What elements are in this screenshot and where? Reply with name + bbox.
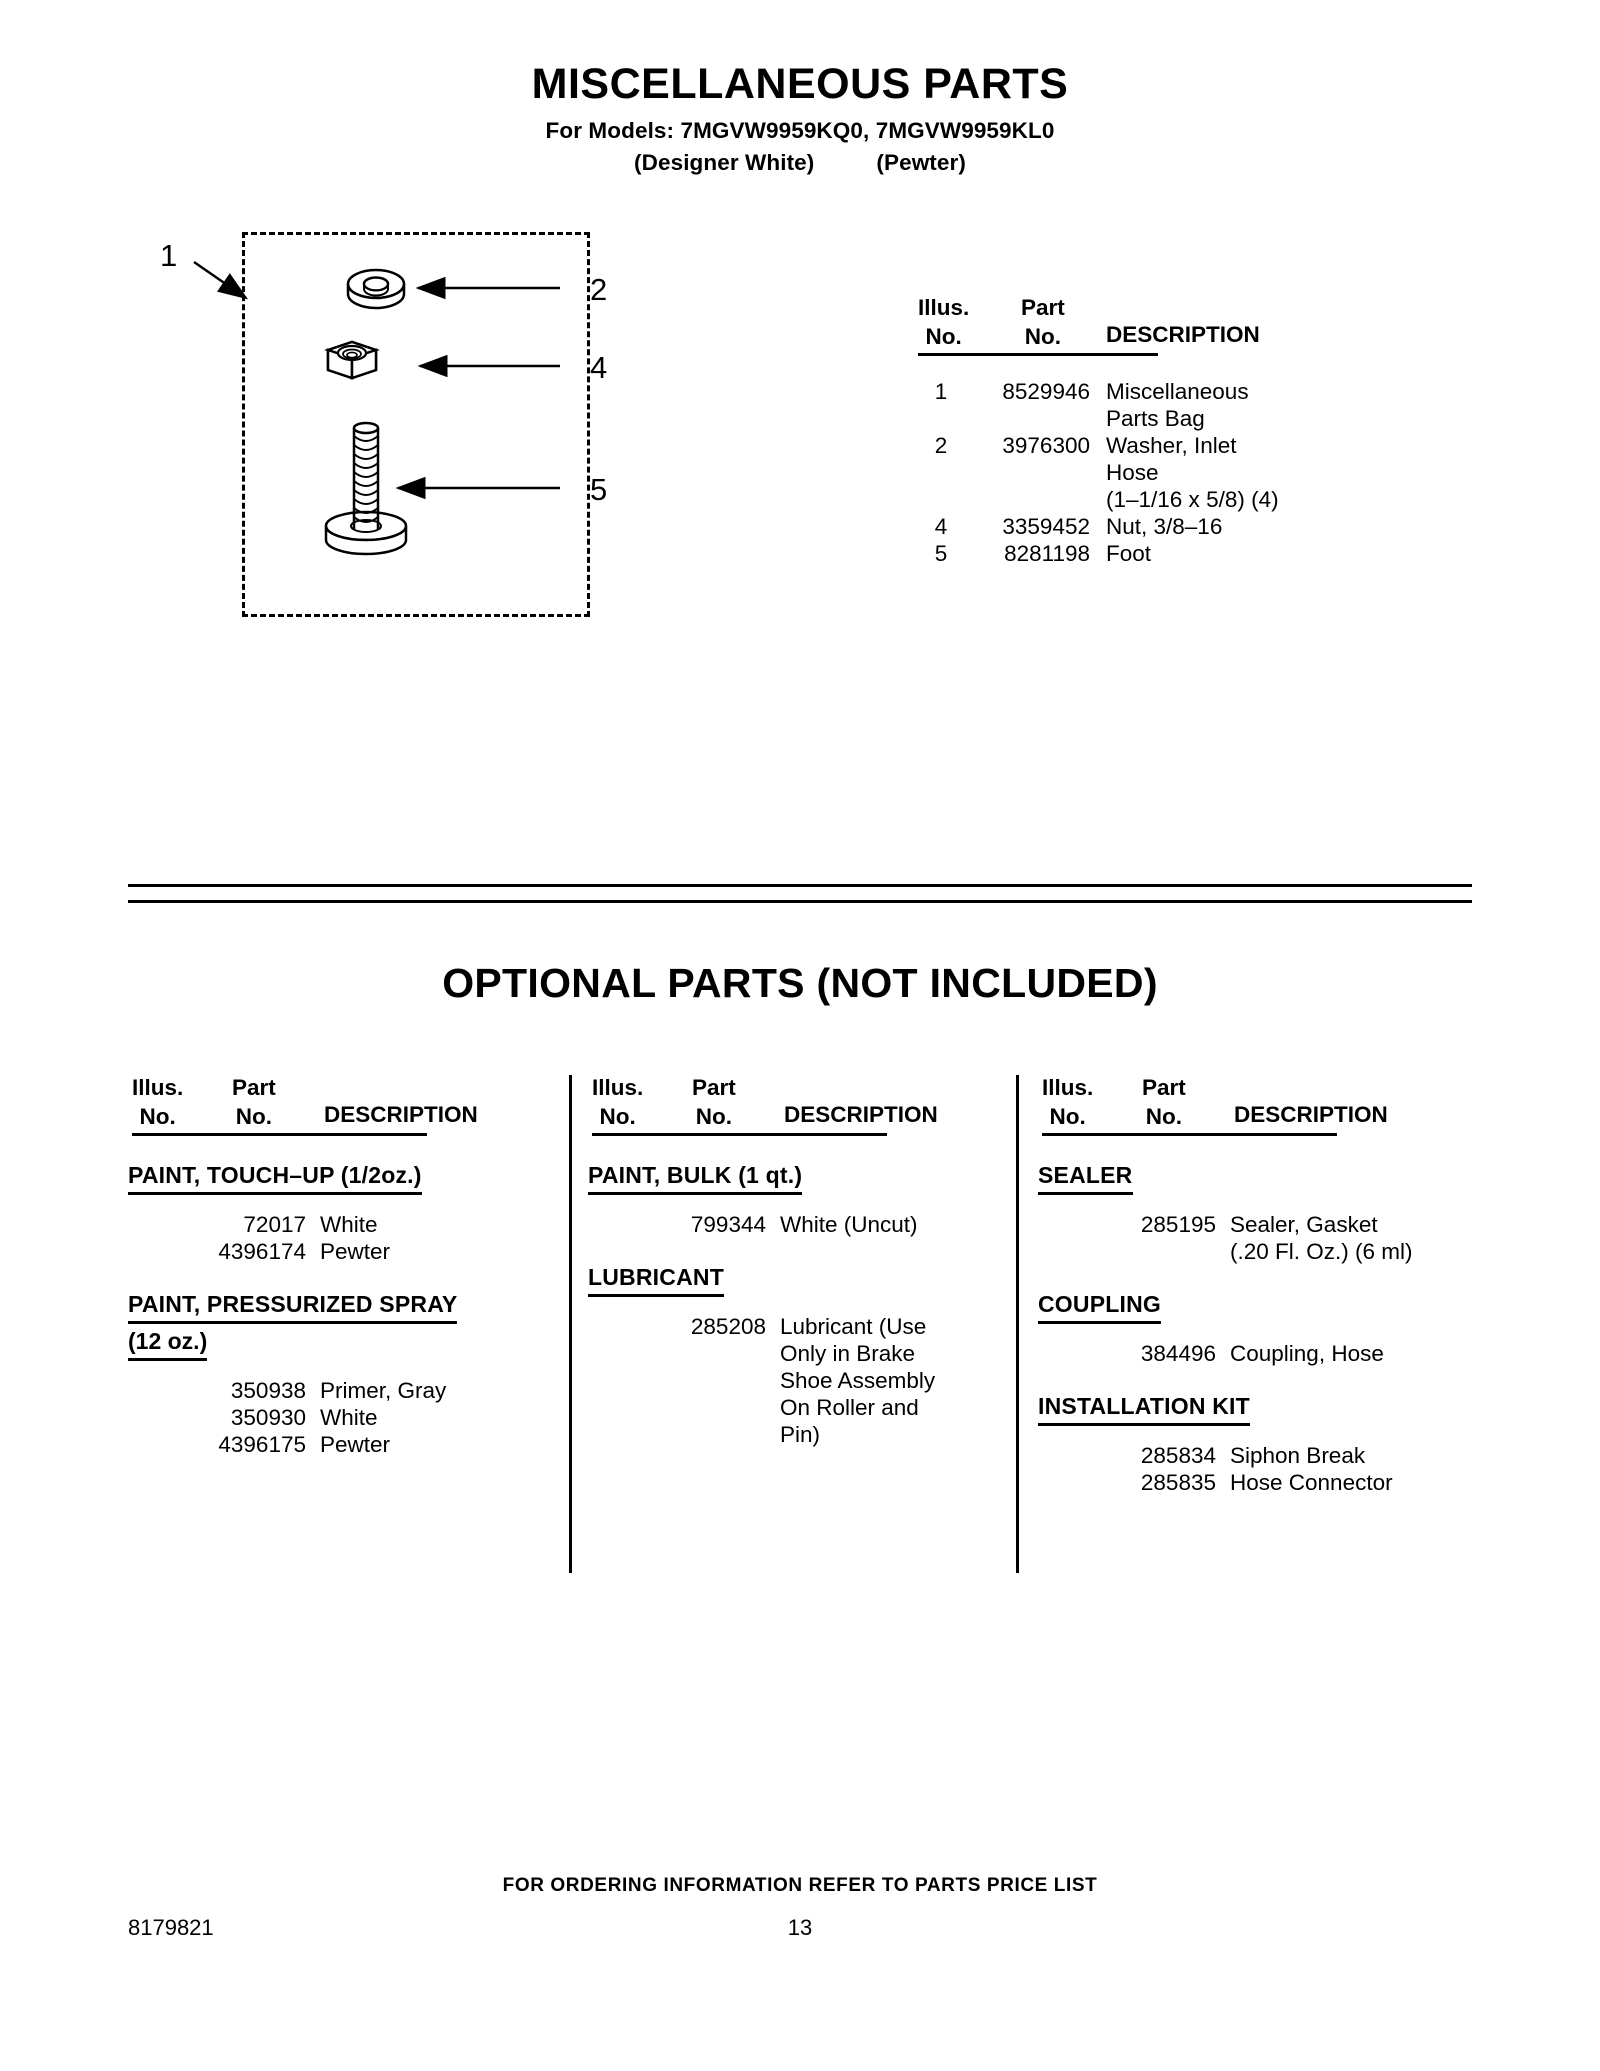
cell-part-no: 285208 — [690, 1314, 766, 1339]
column-divider-2 — [1016, 1075, 1019, 1573]
group-title: PAINT, BULK (1 qt.) — [588, 1162, 802, 1195]
table-row — [1038, 1442, 1462, 1469]
header-line: No. — [1049, 1104, 1086, 1129]
table-row — [128, 1238, 552, 1265]
cell-description — [1106, 513, 1338, 540]
column-header-illus-no — [592, 1075, 643, 1130]
description-line: White — [320, 1212, 378, 1237]
description-line: Sealer, Gasket — [1230, 1212, 1378, 1237]
document-number: 8179821 — [128, 1915, 214, 1940]
group-title: PAINT, PRESSURIZED SPRAY — [128, 1291, 457, 1324]
cell-description — [780, 1211, 1012, 1238]
color-pewter: (Pewter) — [876, 150, 966, 176]
column-header-illus-no — [1042, 1075, 1093, 1130]
description-line: Miscellaneous — [1106, 379, 1249, 404]
column-header-description: DESCRIPTION — [324, 1102, 478, 1127]
cell-description — [320, 1211, 552, 1238]
description-line: Pin) — [780, 1422, 821, 1447]
optional-group — [128, 1291, 552, 1458]
optional-group-rows — [1038, 1211, 1462, 1265]
cell-description — [320, 1377, 552, 1404]
cell-part-no: 8529946 — [1002, 379, 1090, 404]
cell-part-no: 384496 — [1140, 1341, 1216, 1366]
group-title: SEALER — [1038, 1162, 1133, 1195]
cell-part-no: 285835 — [1140, 1470, 1216, 1495]
optional-group — [128, 1162, 552, 1265]
table-row — [1038, 1211, 1462, 1265]
color-designer-white: (Designer White) — [634, 150, 815, 176]
hex-nut-icon — [328, 342, 376, 378]
cell-description — [320, 1238, 552, 1265]
cell-description — [320, 1431, 552, 1458]
table-row — [918, 540, 1338, 567]
leveling-foot-icon — [326, 423, 406, 554]
cell-description — [1230, 1442, 1462, 1469]
header-line: Part — [232, 1075, 276, 1100]
header-line: Illus. — [132, 1075, 184, 1100]
optional-group-rows — [1038, 1442, 1462, 1496]
optional-column-header — [1038, 1075, 1462, 1131]
header-line: No. — [599, 1104, 636, 1129]
cell-illus-no: 1 — [934, 379, 948, 404]
column-header-illus-no: Illus. No. — [918, 295, 970, 349]
cell-illus-no: 5 — [934, 541, 948, 566]
column-header-part-no — [232, 1075, 276, 1130]
cell-description — [1106, 378, 1338, 432]
table-row — [1038, 1469, 1462, 1496]
optional-column-2 — [588, 1075, 1012, 1448]
optional-group-rows — [1038, 1340, 1462, 1367]
ordering-information-note: FOR ORDERING INFORMATION REFER TO PARTS PRICE LIST — [502, 1875, 1098, 1896]
header-line: No. — [695, 1104, 733, 1129]
description-line: Pewter — [320, 1239, 391, 1264]
table-row — [918, 378, 1338, 432]
section-divider-top — [128, 884, 1472, 887]
colors-line — [0, 150, 1600, 176]
description-line: Washer, Inlet — [1106, 433, 1237, 458]
header-line: Illus. — [1042, 1075, 1094, 1100]
header-line: Part — [692, 1075, 736, 1100]
table-row — [588, 1313, 1012, 1448]
cell-illus-no: 2 — [934, 433, 948, 458]
optional-column-1 — [128, 1075, 552, 1458]
cell-description — [780, 1313, 1012, 1448]
page-title: MISCELLANEOUS PARTS — [531, 60, 1069, 108]
table-row — [918, 432, 1338, 513]
callout-number-4: 4 — [590, 350, 608, 385]
parts-illustration — [150, 200, 710, 650]
optional-group — [588, 1162, 1012, 1238]
description-line: Lubricant (Use — [780, 1314, 927, 1339]
description-line: Pewter — [320, 1432, 391, 1457]
optional-column-rule — [592, 1133, 887, 1136]
description-line: White — [320, 1405, 378, 1430]
cell-part-no: 350930 — [230, 1405, 306, 1430]
cell-part-no: 285195 — [1140, 1212, 1216, 1237]
cell-part-no: 285834 — [1140, 1443, 1216, 1468]
description-line: Shoe Assembly — [780, 1368, 936, 1393]
cell-part-no: 350938 — [230, 1378, 306, 1403]
parts-table-rule — [918, 353, 1158, 356]
leader-line-1 — [194, 262, 246, 298]
column-header-illus-no — [132, 1075, 183, 1130]
optional-group — [588, 1264, 1012, 1448]
table-row — [918, 513, 1338, 540]
optional-group — [1038, 1393, 1462, 1496]
cell-part-no: 72017 — [243, 1212, 306, 1237]
optional-parts-columns — [128, 1075, 1472, 1595]
description-line: On Roller and — [780, 1395, 919, 1420]
callout-number-5: 5 — [590, 472, 608, 507]
table-row — [128, 1211, 552, 1238]
description-line: Parts Bag — [1106, 406, 1205, 431]
description-line: Only in Brake — [780, 1341, 916, 1366]
table-row — [1038, 1340, 1462, 1367]
table-row — [588, 1211, 1012, 1238]
cell-part-no: 4396175 — [218, 1432, 306, 1457]
description-line: Foot — [1106, 541, 1152, 566]
page-number: 13 — [787, 1915, 813, 1940]
cell-description — [1106, 540, 1338, 567]
table-row — [128, 1377, 552, 1404]
table-row — [128, 1431, 552, 1458]
column-header-part-no — [1142, 1075, 1186, 1130]
optional-group-rows — [128, 1211, 552, 1265]
description-line: (.20 Fl. Oz.) (6 ml) — [1230, 1239, 1413, 1264]
optional-column-header — [128, 1075, 552, 1131]
group-title-line2: (12 oz.) — [128, 1328, 207, 1361]
optional-column-header — [588, 1075, 1012, 1131]
optional-column-3 — [1038, 1075, 1462, 1496]
description-line: Hose — [1106, 460, 1159, 485]
description-line: Primer, Gray — [320, 1378, 447, 1403]
header-line: No. — [139, 1104, 176, 1129]
cell-part-no: 4396174 — [218, 1239, 306, 1264]
optional-group — [1038, 1291, 1462, 1367]
column-header-description: DESCRIPTION — [1106, 322, 1260, 347]
header-line: Part — [1142, 1075, 1186, 1100]
header-line: No. — [1145, 1104, 1183, 1129]
optional-column-rule — [132, 1133, 427, 1136]
table-row — [128, 1404, 552, 1431]
section-divider-bottom — [128, 900, 1472, 903]
description-line: Hose Connector — [1230, 1470, 1393, 1495]
optional-group — [1038, 1162, 1462, 1265]
column-divider-1 — [569, 1075, 572, 1573]
description-line: White (Uncut) — [780, 1212, 918, 1237]
group-title: COUPLING — [1038, 1291, 1161, 1324]
optional-column-rule — [1042, 1133, 1337, 1136]
group-title: INSTALLATION KIT — [1038, 1393, 1250, 1426]
miscellaneous-parts-table — [918, 295, 1338, 567]
parts-table-body — [918, 378, 1338, 567]
header-line: No. — [235, 1104, 273, 1129]
cell-part-no: 799344 — [690, 1212, 766, 1237]
page-header — [0, 62, 1600, 176]
column-header-description: DESCRIPTION — [1234, 1102, 1388, 1127]
cell-illus-no: 4 — [934, 514, 948, 539]
illustration-graphics — [150, 200, 710, 650]
group-title: PAINT, TOUCH–UP (1/2oz.) — [128, 1162, 422, 1195]
cell-description — [1230, 1469, 1462, 1496]
cell-part-no: 8281198 — [1004, 541, 1090, 566]
callout-number-2: 2 — [590, 272, 608, 307]
header-line: Illus. — [592, 1075, 644, 1100]
column-header-part-no: Part No. — [1021, 295, 1065, 349]
description-line: Siphon Break — [1230, 1443, 1366, 1468]
washer-icon — [348, 270, 404, 308]
description-line: Coupling, Hose — [1230, 1341, 1384, 1366]
optional-group-rows — [588, 1313, 1012, 1448]
optional-parts-title: OPTIONAL PARTS (NOT INCLUDED) — [442, 960, 1158, 1006]
cell-description — [1230, 1211, 1462, 1265]
optional-group-rows — [128, 1377, 552, 1458]
cell-part-no: 3976300 — [1002, 433, 1090, 458]
cell-description — [320, 1404, 552, 1431]
models-line: For Models: 7MGVW9959KQ0, 7MGVW9959KL0 — [545, 118, 1055, 144]
callout-number-1: 1 — [160, 238, 178, 273]
parts-table-header — [918, 295, 1338, 351]
optional-group-rows — [588, 1211, 1012, 1238]
description-line: (1–1/16 x 5/8) (4) — [1106, 487, 1279, 512]
cell-description — [1230, 1340, 1462, 1367]
column-header-description: DESCRIPTION — [784, 1102, 938, 1127]
group-title: LUBRICANT — [588, 1264, 724, 1297]
cell-part-no: 3359452 — [1002, 514, 1090, 539]
description-line: Nut, 3/8–16 — [1106, 514, 1223, 539]
cell-description — [1106, 432, 1338, 513]
column-header-part-no — [692, 1075, 736, 1130]
